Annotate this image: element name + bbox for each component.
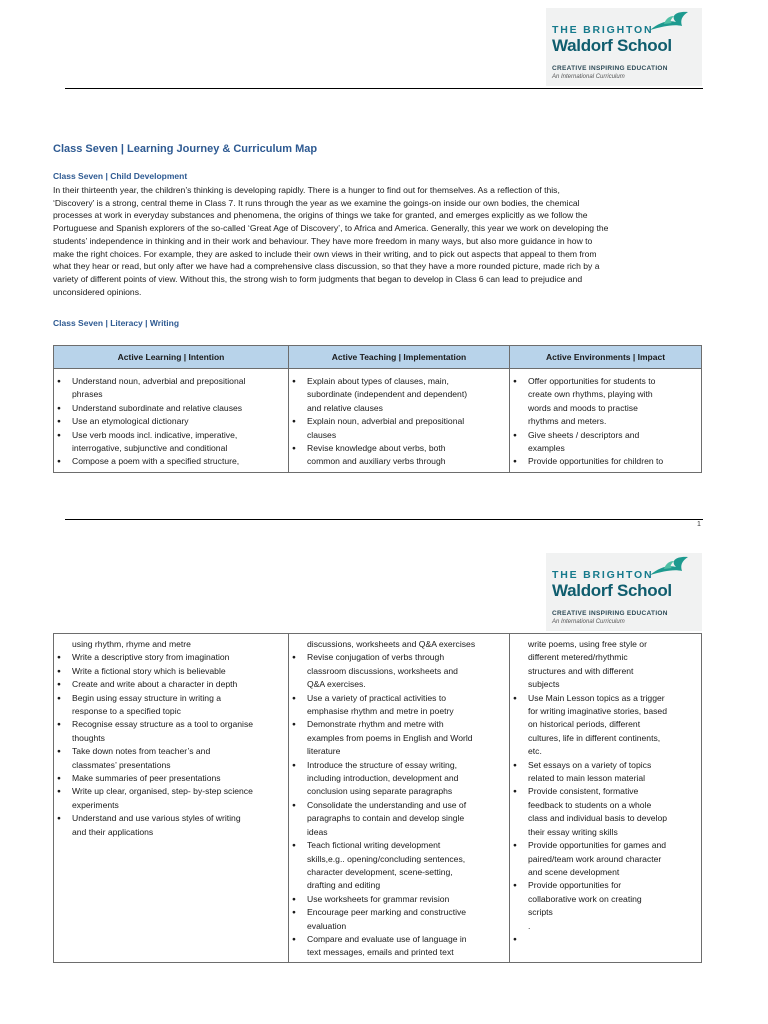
list-item-line: ● Provide consistent, formative xyxy=(528,786,639,797)
list-item-line: evaluation xyxy=(307,920,347,931)
footer-rule xyxy=(65,519,703,520)
paragraph-line: make the right choices. For example, they are asked to include their own views in their writing, and to pick out aspects that appeal to them from xyxy=(53,248,597,259)
page-number: 1 xyxy=(697,521,701,528)
curriculum-table-page2 xyxy=(53,633,702,963)
page-title: Class Seven | Learning Journey & Curriculum Map xyxy=(53,143,318,155)
list-item xyxy=(289,893,509,906)
logo-subtagline: An International Curriculum xyxy=(552,619,625,625)
paragraph-line: processes at work in everyday substances and phenomena, the origins of things we take for granted, and emerges explicitly as we follow the xyxy=(53,210,588,221)
school-logo xyxy=(546,553,702,631)
list-item-line: write poems, using free style or xyxy=(528,639,647,649)
list-item-line: cultures, life in different continents, xyxy=(528,732,661,743)
list-item-line: on historical periods, different xyxy=(528,719,641,730)
list-item-line: and scene development xyxy=(528,866,620,877)
list-item xyxy=(510,785,701,839)
list-item xyxy=(289,839,509,893)
list-item-line: create own rhythms, playing with xyxy=(528,389,653,400)
list-item-line: ● Understand noun, adverbial and prepositional xyxy=(72,376,246,386)
list-item-line: drafting and editing xyxy=(307,880,381,891)
list-item xyxy=(510,692,701,759)
list-item-line: ● Encourage peer marking and constructive xyxy=(307,907,467,918)
list-item-line: ● Offer opportunities for students to xyxy=(528,376,656,386)
list-item-line: common and auxiliary verbs through xyxy=(307,456,446,467)
list-item xyxy=(54,429,288,456)
list-item-line: scripts xyxy=(528,907,553,918)
list-item-line: ● Use a variety of practical activities to xyxy=(307,692,446,703)
list-item-line: related to main lesson material xyxy=(528,773,646,784)
list-item xyxy=(54,402,288,415)
intention-cell xyxy=(54,634,289,963)
logo-line1: THE BRIGHTON xyxy=(552,24,654,36)
list-item-line: paragraphs to contain and develop single xyxy=(307,813,465,824)
list-item-line: ● Consolidate the understanding and use of xyxy=(307,799,467,810)
list-item-line: phrases xyxy=(72,389,103,400)
list-item-line: text messages, emails and printed text xyxy=(307,947,454,958)
list-item-line: thoughts xyxy=(72,732,105,743)
header-implementation: Active Teaching | Implementation xyxy=(289,346,510,369)
list-item-line: different metered/rhythmic xyxy=(528,652,628,663)
paragraph-line: unconsidered opinions. xyxy=(53,286,142,297)
list-item-line: collaborative work on creating xyxy=(528,893,642,904)
list-item xyxy=(510,638,701,692)
child-development-text xyxy=(53,184,608,298)
list-item xyxy=(510,920,701,933)
list-item-line: subjects xyxy=(528,679,560,690)
logo-line2: Waldorf School xyxy=(552,581,672,600)
list-item-line: ● Give sheets / descriptors and xyxy=(528,429,640,440)
list-item xyxy=(289,906,509,933)
header-impact: Active Environments | Impact xyxy=(510,346,702,369)
list-item xyxy=(54,692,288,719)
implementation-cell xyxy=(289,369,510,473)
impact-cell xyxy=(510,634,702,963)
list-item xyxy=(54,415,288,428)
list-item xyxy=(510,933,701,946)
list-item-line: etc. xyxy=(528,746,542,757)
list-item xyxy=(289,442,509,469)
list-item-line: Q&A exercises. xyxy=(307,679,366,690)
list-item xyxy=(289,375,509,415)
list-item-line: literature xyxy=(307,746,341,757)
list-item xyxy=(289,415,509,442)
logo-line2: Waldorf School xyxy=(552,36,672,55)
list-item xyxy=(54,651,288,664)
list-item-line: conclusion using separate paragraphs xyxy=(307,786,453,797)
list-item-line: ● Teach fictional writing development xyxy=(307,840,441,851)
list-item-line: examples xyxy=(528,443,565,454)
list-item-line: examples from poems in English and World xyxy=(307,732,473,743)
paragraph-line: variety of different points of view. Without this, the strong wish to form judgments that began to develop in Class 6 can lead to prejudice and xyxy=(53,273,583,284)
paragraph-line: Portuguese and Spanish explorers of the so-called ‘Great Age of Discovery’, to Africa and America. Generally, this year we work on developing the xyxy=(53,223,609,234)
list-item-line: ● Use Main Lesson topics as a trigger xyxy=(528,692,665,703)
list-item-line: and their applications xyxy=(72,826,154,837)
list-item xyxy=(510,879,701,919)
list-item xyxy=(54,678,288,691)
list-item-line: ● Revise knowledge about verbs, both xyxy=(307,443,446,454)
list-item-line: using rhythm, rhyme and metre xyxy=(72,639,191,649)
list-item xyxy=(289,638,509,651)
list-item-line: ● Make summaries of peer presentations xyxy=(72,773,221,784)
list-item-line: subordinate (independent and dependent) xyxy=(307,389,468,400)
list-item-line: ● Explain noun, adverbial and prepositional xyxy=(307,416,465,427)
header-intention: Active Learning | Intention xyxy=(54,346,289,369)
list-item-line: ideas xyxy=(307,826,328,837)
intention-cell xyxy=(54,369,289,473)
list-item-line: ● Understand subordinate and relative clauses xyxy=(72,402,243,413)
list-item-line: response to a specified topic xyxy=(72,706,181,717)
list-item xyxy=(54,745,288,772)
list-item xyxy=(289,933,509,960)
list-item-line: ● Revise conjugation of verbs through xyxy=(307,652,445,663)
list-item-line: words and moods to practise xyxy=(528,402,638,413)
list-item-line: ● Set essays on a variety of topics xyxy=(528,759,652,770)
list-item xyxy=(54,812,288,839)
list-item xyxy=(54,638,288,651)
list-item-line: rhythms and meters. xyxy=(528,416,607,427)
school-logo xyxy=(546,8,702,86)
literacy-heading: Class Seven | Literacy | Writing xyxy=(53,318,180,328)
logo-tagline: CREATIVE INSPIRING EDUCATION xyxy=(552,610,668,617)
list-item xyxy=(54,455,288,468)
list-item xyxy=(54,665,288,678)
list-item-line: ● Explain about types of clauses, main, xyxy=(307,376,449,386)
list-item-line: paired/team work around character xyxy=(528,853,662,864)
list-item xyxy=(510,759,701,786)
header-rule xyxy=(65,88,703,89)
list-item xyxy=(510,839,701,879)
list-item-line: ● Compose a poem with a specified structure, xyxy=(72,456,240,467)
list-item-line: ● Provide opportunities for children to xyxy=(528,456,664,467)
list-item-line: their essay writing skills xyxy=(528,826,618,837)
list-item-line: ● Understand and use various styles of writing xyxy=(72,813,241,824)
list-item xyxy=(54,718,288,745)
list-item-line: ● Create and write about a character in depth xyxy=(72,679,238,690)
list-item-line: structures and with different xyxy=(528,665,634,676)
list-item-line: class and individual basis to develop xyxy=(528,813,668,824)
list-item-line: and relative clauses xyxy=(307,402,383,413)
list-item xyxy=(510,375,701,429)
list-item-line: experiments xyxy=(72,799,119,810)
list-item-line: ● Provide opportunities for xyxy=(528,880,622,891)
list-item-line xyxy=(528,933,701,946)
list-item-line: discussions, worksheets and Q&A exercises xyxy=(307,639,476,649)
paragraph-line: students’ independence in thinking and in their work and behaviour. They have more freedom in many ways, but also more guidance in how to xyxy=(53,235,593,246)
list-item xyxy=(54,772,288,785)
list-item-line: ● Write up clear, organised, step- by-step science xyxy=(72,786,253,797)
list-item-line: ● Use worksheets for grammar revision xyxy=(307,893,450,904)
paragraph-line: what they hear or read, but only after we have had a comprehensive class discussion, so that they have a more rounded picture, made rich by a xyxy=(53,261,600,272)
paragraph-line: ‘Discovery’ is a strong, central theme in Class 7. It runs through the year as we examine the goings-on inside our own bodies, the chemical xyxy=(53,197,580,208)
list-item-line: classmates’ presentations xyxy=(72,759,171,770)
list-item xyxy=(510,455,701,468)
list-item xyxy=(289,651,509,691)
paragraph-line: In their thirteenth year, the children’s thinking is developing rapidly. There is a hunger to find out for themselves. As a reflection of this, xyxy=(53,185,560,195)
list-item xyxy=(54,785,288,812)
impact-cell xyxy=(510,369,702,473)
list-item xyxy=(54,375,288,402)
list-item-line: ● Demonstrate rhythm and metre with xyxy=(307,719,444,730)
list-item xyxy=(289,799,509,839)
logo-subtagline: An International Curriculum xyxy=(552,74,625,80)
list-item-line: ● Write a fictional story which is believable xyxy=(72,665,226,676)
list-item-line: ● Introduce the structure of essay writing, xyxy=(307,759,457,770)
list-item-line: ● Use an etymological dictionary xyxy=(72,416,189,427)
implementation-cell xyxy=(289,634,510,963)
list-item-line: ● Compare and evaluate use of language in xyxy=(307,933,467,944)
list-item-line: classroom discussions, worksheets and xyxy=(307,665,458,676)
list-item-line: feedback to students on a whole xyxy=(528,799,652,810)
curriculum-table-page1 xyxy=(53,345,702,473)
list-item-line: ● Use verb moods incl. indicative, imperative, xyxy=(72,429,238,440)
list-item-line: interrogative, subjunctive and conditional xyxy=(72,443,228,454)
list-item-line: . xyxy=(528,920,531,931)
list-item xyxy=(510,429,701,456)
list-item xyxy=(289,718,509,758)
logo-line1: THE BRIGHTON xyxy=(552,569,654,581)
list-item-line: including introduction, development and xyxy=(307,773,459,784)
list-item-line: for writing imaginative stories, based xyxy=(528,706,667,717)
list-item-line: emphasise rhythm and metre in poetry xyxy=(307,706,454,717)
child-development-heading: Class Seven | Child Development xyxy=(53,171,188,181)
list-item xyxy=(289,759,509,799)
list-item-line: clauses xyxy=(307,429,337,440)
list-item xyxy=(289,692,509,719)
list-item-line: ● Provide opportunities for games and xyxy=(528,840,667,851)
list-item-line: character development, scene-setting, xyxy=(307,866,453,877)
list-item-line: skills,e.g.. opening/concluding sentences, xyxy=(307,853,466,864)
logo-tagline: CREATIVE INSPIRING EDUCATION xyxy=(552,65,668,72)
list-item-line: ● Recognise essay structure as a tool to organise xyxy=(72,719,254,730)
list-item-line: ● Write a descriptive story from imagination xyxy=(72,652,230,663)
list-item-line: ● Take down notes from teacher’s and xyxy=(72,746,211,757)
list-item-line: ● Begin using essay structure in writing a xyxy=(72,692,222,703)
